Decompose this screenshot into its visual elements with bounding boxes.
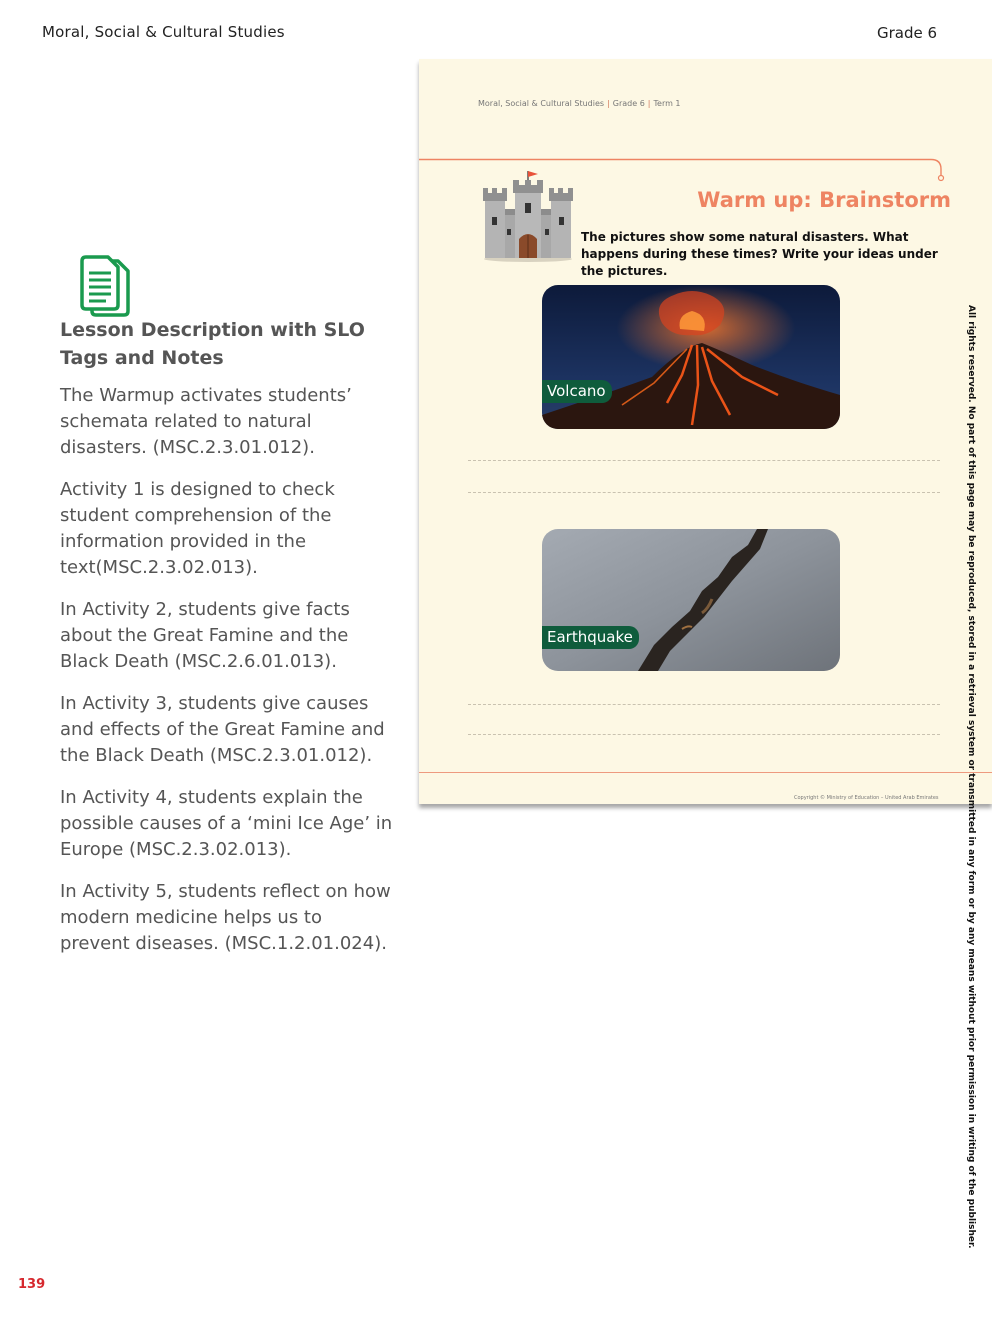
lesson-description-title: Lesson Description with SLO Tags and Notes <box>60 319 365 369</box>
castle-icon <box>483 169 573 264</box>
note-activity-3: In Activity 3, students give causes and effects of the Great Famine and the Black Death (MSC.2.3.01.012). <box>60 693 385 766</box>
worksheet-header-grade: Grade 6 <box>612 99 645 108</box>
worksheet-header: Moral, Social & Cultural Studies | Grade 6 | Term 1 <box>478 99 681 108</box>
earthquake-label: Earthquake <box>542 626 639 649</box>
answer-line[interactable] <box>468 492 940 493</box>
earthquake-photo <box>542 529 840 671</box>
note-activity-1: Activity 1 is designed to check student comprehension of the information provided in the text(MSC.2.3.02.013). <box>60 479 335 578</box>
volcano-photo <box>542 285 840 429</box>
header-grade: Grade 6 <box>877 24 938 42</box>
page-number: 139 <box>18 1277 46 1292</box>
worksheet-copyright: Copyright © Ministry of Education – United Arab Emirates <box>794 795 939 801</box>
note-activity-4: In Activity 4, students explain the possible causes of a ‘mini Ice Age’ in Europe (MSC.2.3.02.013). <box>60 787 393 860</box>
worksheet-header-term: Term 1 <box>653 99 681 108</box>
worksheet-header-subject: Moral, Social & Cultural Studies <box>478 99 605 108</box>
volcano-label: Volcano <box>542 380 612 403</box>
header-subject: Moral, Social & Cultural Studies <box>42 23 285 41</box>
rights-notice: All rights reserved. No part of this page may be reproduced, stored in a retrieval system or transmitted in any form or by any means without prior permission in writing of the publisher. <box>966 305 976 1249</box>
note-activity-2: In Activity 2, students give facts about the Great Famine and the Black Death (MSC.2.6.01.013). <box>60 599 350 672</box>
worksheet-instructions: The pictures show some natural disasters. What happens during these times? Write your ideas under the pictures. <box>581 230 938 278</box>
note-activity-5: In Activity 5, students reflect on how modern medicine helps us to prevent diseases. (MSC.1.2.01.024). <box>60 881 391 954</box>
answer-line[interactable] <box>468 704 940 705</box>
lesson-notes <box>60 383 395 973</box>
document-icon <box>78 255 132 317</box>
worksheet-title: Warm up: Brainstorm <box>697 188 951 212</box>
answer-line[interactable] <box>468 460 940 461</box>
note-warmup: The Warmup activates students’ schemata related to natural disasters. (MSC.2.3.01.012). <box>60 385 352 458</box>
worksheet-footer-divider <box>419 772 992 773</box>
worksheet-page <box>419 59 992 804</box>
answer-line[interactable] <box>468 734 940 735</box>
